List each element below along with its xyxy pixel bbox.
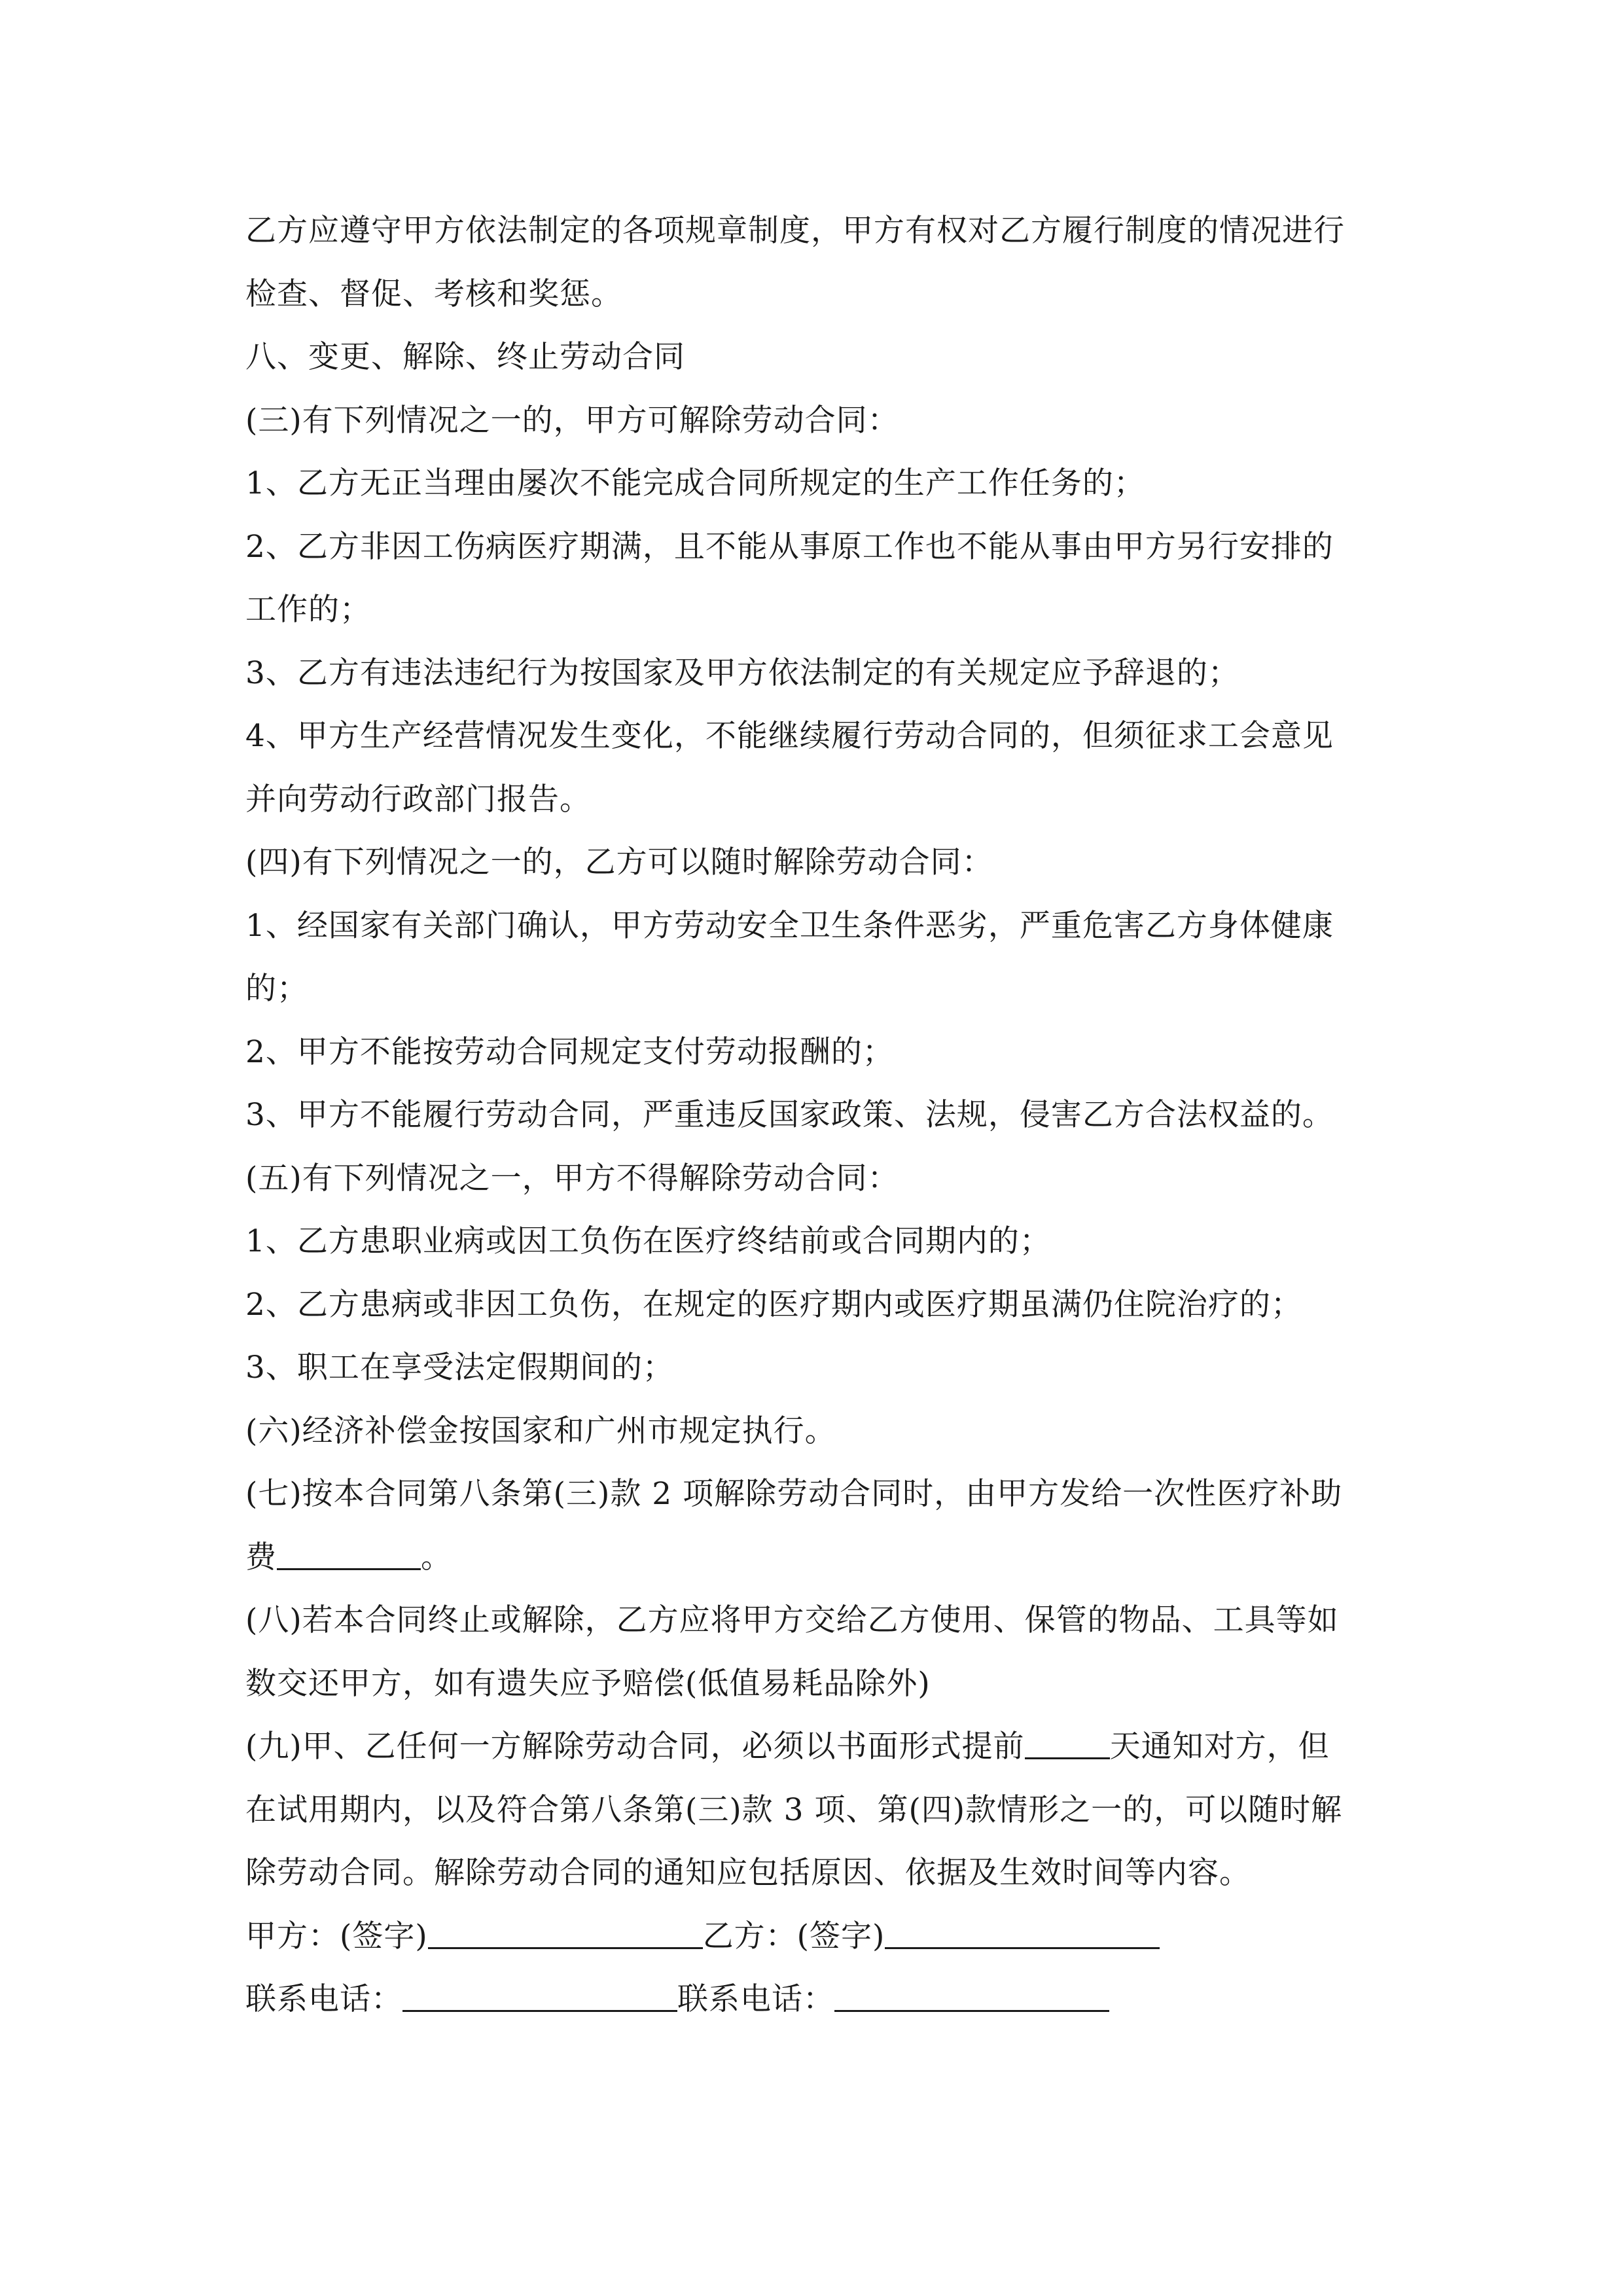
text-fragment: 费 — [245, 1539, 277, 1575]
text-fragment: (九)甲、乙任何一方解除劳动合同，必须以书面形式提前 — [245, 1729, 1025, 1765]
text-line: 除劳动合同。解除劳动合同的通知应包括原因、依据及生效时间等内容。 — [245, 1855, 1251, 1891]
clause-text: (八)若本合同终止或解除，乙方应将甲方交给乙方使用、保管的物品、工具等如 — [245, 1602, 1339, 1638]
list-item: 3、乙方有违法违纪行为按国家及甲方依法制定的有关规定应予辞退的； — [245, 655, 1240, 691]
list-item: 1、乙方无正当理由屡次不能完成合同所规定的生产工作任务的； — [245, 465, 1145, 501]
fee-blank-field[interactable] — [277, 1541, 421, 1570]
signature-row — [245, 1905, 1384, 1969]
notice-days-blank-field[interactable] — [1025, 1730, 1110, 1759]
text-line: 在试用期内，以及符合第八条第(三)款 3 项、第(四)款情形之一的，可以随时解 — [245, 1791, 1343, 1828]
party-b-signature-field[interactable] — [885, 1920, 1160, 1949]
text-line: 乙方应遵守甲方依法制定的各项规章制度，甲方有权对乙方履行制度的情况进行 — [245, 213, 1345, 249]
list-item: 4、甲方生产经营情况发生变化，不能继续履行劳动合同的，但须征求工会意见 — [245, 718, 1334, 754]
list-item: 1、经国家有关部门确认，甲方劳动安全卫生条件恶劣，严重危害乙方身体健康 — [245, 907, 1334, 944]
list-item: 2、甲方不能按劳动合同规定支付劳动报酬的； — [245, 1033, 894, 1070]
text-fragment: 。 — [421, 1539, 452, 1575]
clause-text: (七)按本合同第八条第(三)款 2 项解除劳动合同时，由甲方发给一次性医疗补助 — [245, 1476, 1343, 1512]
party-b-signature-label: 乙方：(签字) — [702, 1918, 885, 1954]
list-item: 3、职工在享受法定假期间的； — [245, 1350, 674, 1386]
clause-text — [245, 1715, 1384, 1779]
party-b-phone-label: 联系电话： — [677, 1981, 834, 2017]
text-line: 的； — [245, 971, 308, 1007]
section-heading: 八、变更、解除、终止劳动合同 — [245, 339, 685, 375]
list-item: 1、乙方患职业病或因工负伤在医疗终结前或合同期内的； — [245, 1223, 1051, 1259]
party-a-signature-field[interactable] — [428, 1920, 703, 1949]
party-b-phone-field[interactable] — [834, 1982, 1109, 2012]
phone-row — [245, 1968, 1384, 2032]
clause-text: (六)经济补偿金按国家和广州市规定执行。 — [245, 1412, 836, 1449]
text-line: 检查、督促、考核和奖惩。 — [245, 276, 622, 312]
clause-heading: (五)有下列情况之一，甲方不得解除劳动合同： — [245, 1160, 899, 1196]
party-a-phone-field[interactable] — [402, 1982, 677, 2012]
clause-heading: (三)有下列情况之一的，甲方可解除劳动合同： — [245, 402, 899, 439]
list-item: 3、甲方不能履行劳动合同，严重违反国家政策、法规，侵害乙方合法权益的。 — [245, 1097, 1334, 1133]
document-page — [245, 200, 1384, 2032]
text-fragment: 天通知对方，但 — [1109, 1729, 1330, 1765]
text-line: 并向劳动行政部门报告。 — [245, 781, 591, 817]
party-a-phone-label: 联系电话： — [245, 1981, 402, 2017]
list-item: 2、乙方非因工伤病医疗期满，且不能从事原工作也不能从事由甲方另行安排的 — [245, 528, 1334, 565]
text-line: 数交还甲方，如有遗失应予赔偿(低值易耗品除外) — [245, 1665, 931, 1702]
text-line — [245, 1526, 1384, 1590]
party-a-signature-label: 甲方：(签字) — [245, 1918, 428, 1954]
list-item: 2、乙方患病或非因工负伤，在规定的医疗期内或医疗期虽满仍住院治疗的； — [245, 1286, 1302, 1323]
text-line: 工作的； — [245, 592, 371, 628]
clause-heading: (四)有下列情况之一的，乙方可以随时解除劳动合同： — [245, 844, 993, 880]
